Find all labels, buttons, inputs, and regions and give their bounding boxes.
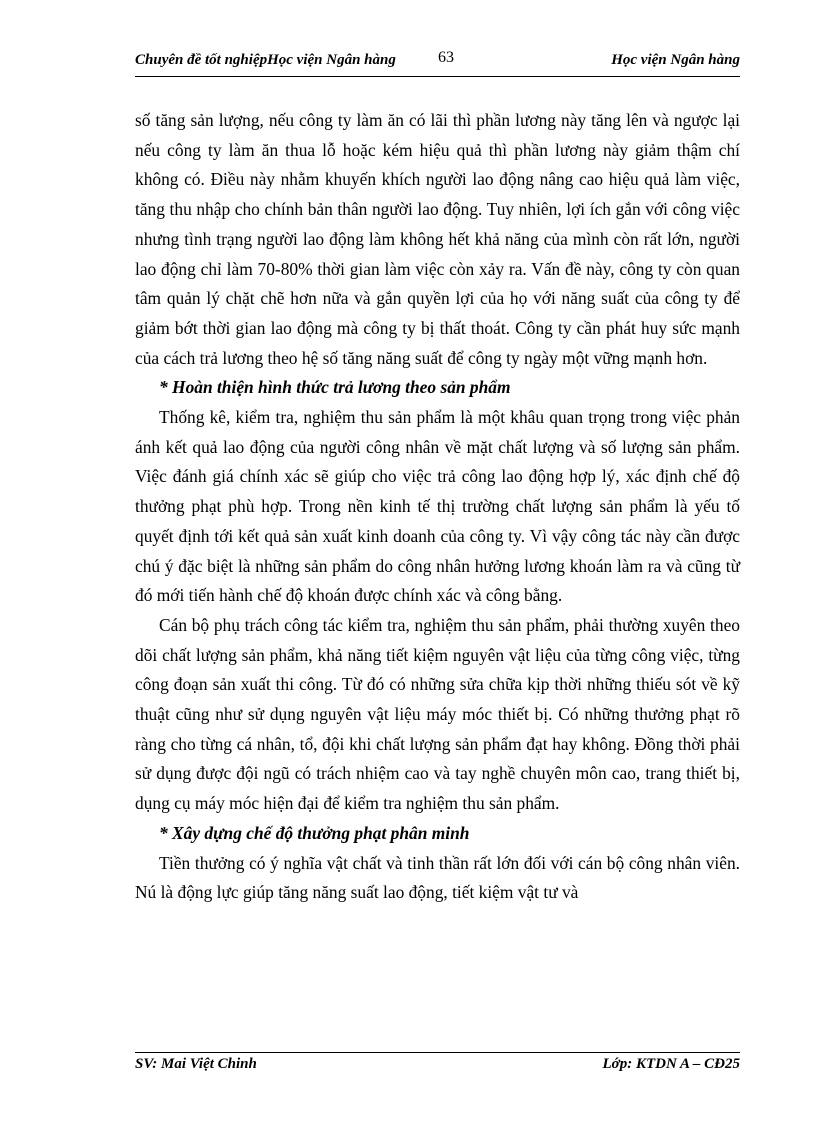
paragraph-3: Cán bộ phụ trách công tác kiểm tra, nghiệm thu sản phẩm, phải thường xuyên theo dõi chất lượng sản phẩm, khả năng tiết kiệm nguyên vật liệu của từng công việc, từng công đoạn sản xuất thi công. Từ đó có những sửa chữa kịp thời những thiếu sót về kỹ thuật cũng như sử dụng nguyên vật liệu máy móc thiết bị. Có những thưởng phạt rõ ràng cho từng cá nhân, tổ, đội khi chất lượng sản phẩm đạt hay không. Đồng thời phải sử dụng được đội ngũ có trách nhiệm cao và tay nghề chuyên môn cao, trang thiết bị, dụng cụ máy móc hiện đại để kiểm tra nghiệm thu sản phẩm. <box>135 614 740 814</box>
paragraph-2: Thống kê, kiểm tra, nghiệm thu sản phẩm là một khâu quan trọng trong việc phản ánh kết quả lao động của người công nhân về mặt chất lượng và số lượng sản phẩm. Việc đánh giá chính xác sẽ giúp cho việc trả công lao động hợp lý, xác định chế độ thưởng phạt phù hợp. Trong nền kinh tế thị trường chất lượng sản phẩm là yếu tố quyết định tới kết quả sản xuất kinh doanh của công ty. Vì vậy công tác này cần được chú ý đặc biệt là những sản phẩm do công nhân hưởng lương khoán làm ra và cũng từ đó mới tiến hành chế độ khoán được chính xác và công bằng. <box>135 407 740 606</box>
header-institution: Học viện Ngân hàng <box>611 52 740 68</box>
section-heading-reward-penalty: * Xây dựng chế độ thưởng phạt phân minh <box>159 822 470 843</box>
paragraph-1: số tăng sản lượng, nếu công ty làm ăn có lãi thì phần lương này tăng lên và ngược lại nếu công ty làm ăn thua lỗ hoặc kém hiệu quả thì phần lương này giảm thậm chí không có. Điều này nhằm khuyến khích người lao động nâng cao hiệu quả làm việc, tăng thu nhập cho chính bản thân người lao động. Tuy nhiên, lợi ích gắn với công việc nhưng tình trạng người lao động làm không hết khả năng của mình còn rất lớn, người lao động chỉ làm 70-80% thời gian làm việc còn xảy ra. Vấn đề này, công ty còn quan tâm quản lý chặt chẽ hơn nữa và gắn quyền lợi của họ với năng suất của công ty để giảm bớt thời gian lao động mà công ty bị thất thoát. Công ty cần phát huy sức mạnh của cách trả lương theo hệ số tăng năng suất để công ty ngày một vững mạnh hơn. <box>135 110 740 368</box>
section-heading-product-pay: * Hoàn thiện hình thức trả lương theo sản phẩm <box>159 377 511 398</box>
header-document-title: Chuyên đề tốt nghiệpHọc viện Ngân hàng <box>135 52 396 68</box>
footer-class: Lớp: KTDN A – CĐ25 <box>602 1056 740 1072</box>
page-body <box>135 106 740 908</box>
page-number: 63 <box>438 49 454 66</box>
page-header <box>135 49 740 74</box>
paragraph-4: Tiền thưởng có ý nghĩa vật chất và tinh thần rất lớn đối với cán bộ công nhân viên. Nú là động lực giúp tăng năng suất lao động, tiết kiệm vật tư và <box>135 852 740 903</box>
page-footer <box>135 1056 740 1078</box>
header-divider <box>135 76 740 77</box>
footer-divider <box>135 1052 740 1053</box>
footer-student: SV: Mai Việt Chinh <box>135 1056 257 1072</box>
